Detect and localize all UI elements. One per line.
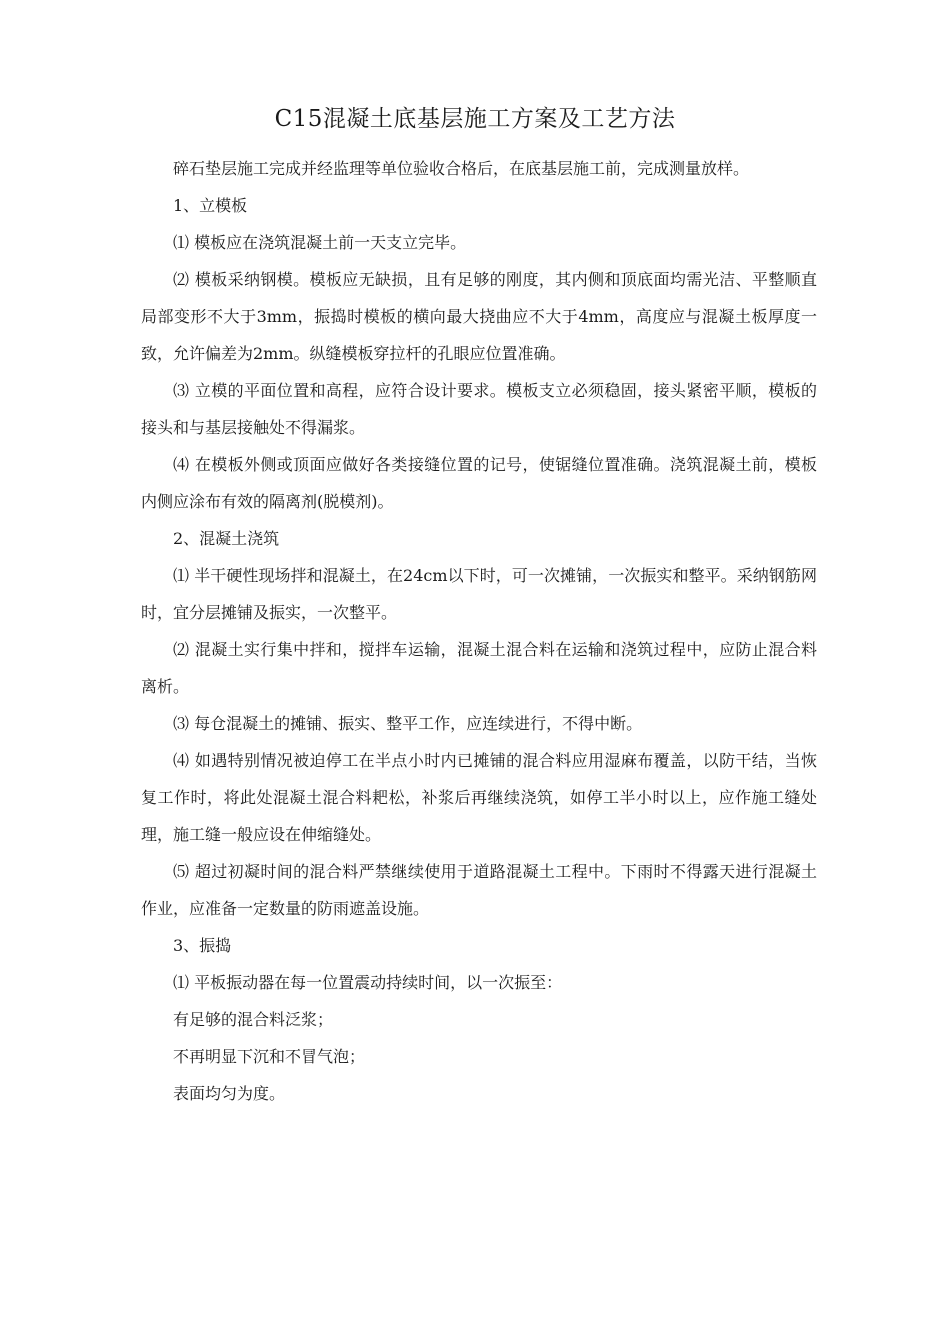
paragraph-formwork-4: ⑷ 在模板外侧或顶面应做好各类接缝位置的记号，使锯缝位置准确。浇筑混凝土前，模板内侧应涂布有效的隔离剂(脱模剂)。 [141,455,817,511]
paragraph-pouring-4: ⑷ 如遇特别情况被迫停工在半点小时内已摊铺的混合料应用湿麻布覆盖，以防干结，当恢复工作时，将此处混凝土混合料耙松，补浆后再继续浇筑，如停工半小时以上，应作施工缝处理，施工缝一般应设在伸缩缝处。 [141,751,817,844]
paragraph-vibration-criterion-3: 表面均匀为度。 [173,1084,286,1103]
paragraph-formwork-2: ⑵ 模板采纳钢模。模板应无缺损，且有足够的刚度，其内侧和顶底面均需光洁、平整顺直局部变形不大于3mm，振捣时模板的横向最大挠曲应不大于4mm，高度应与混凝土板厚度一致，允许偏差为2mm。纵缝模板穿拉杆的孔眼应位置准确。 [141,270,817,363]
document-body [141,150,817,1112]
paragraph-pouring-2: ⑵ 混凝土实行集中拌和，搅拌车运输，混凝土混合料在运输和浇筑过程中，应防止混合料离析。 [141,640,817,696]
section-heading-pouring: 2、混凝土浇筑 [173,529,280,548]
section-heading-formwork: 1、立模板 [173,196,248,215]
paragraph-intro: 碎石垫层施工完成并经监理等单位验收合格后，在底基层施工前，完成测量放样。 [173,159,750,178]
section-heading-vibration: 3、振捣 [173,936,232,955]
paragraph-vibration-criterion-2: 不再明显下沉和不冒气泡； [173,1047,366,1066]
paragraph-formwork-3: ⑶ 立模的平面位置和高程，应符合设计要求。模板支立必须稳固，接头紧密平顺，模板的接头和与基层接触处不得漏浆。 [141,381,817,437]
document-title: C15混凝土底基层施工方案及工艺方法 [274,106,676,132]
paragraph-vibration-criterion-1: 有足够的混合料泛浆； [173,1010,334,1029]
paragraph-pouring-3: ⑶ 每仓混凝土的摊铺、振实、整平工作，应连续进行，不得中断。 [173,714,643,733]
paragraph-formwork-1: ⑴ 模板应在浇筑混凝土前一天支立完毕。 [173,233,467,252]
paragraph-pouring-1: ⑴ 半干硬性现场拌和混凝土，在24cm以下时，可一次摊铺，一次振实和整平。采纳钢筋网时，宜分层摊铺及振实，一次整平。 [141,566,817,622]
paragraph-pouring-5: ⑸ 超过初凝时间的混合料严禁继续使用于道路混凝土工程中。下雨时不得露天进行混凝土作业，应准备一定数量的防雨遮盖设施。 [141,862,817,918]
paragraph-vibration-1: ⑴ 平板振动器在每一位置震动持续时间，以一次振至： [173,973,563,992]
